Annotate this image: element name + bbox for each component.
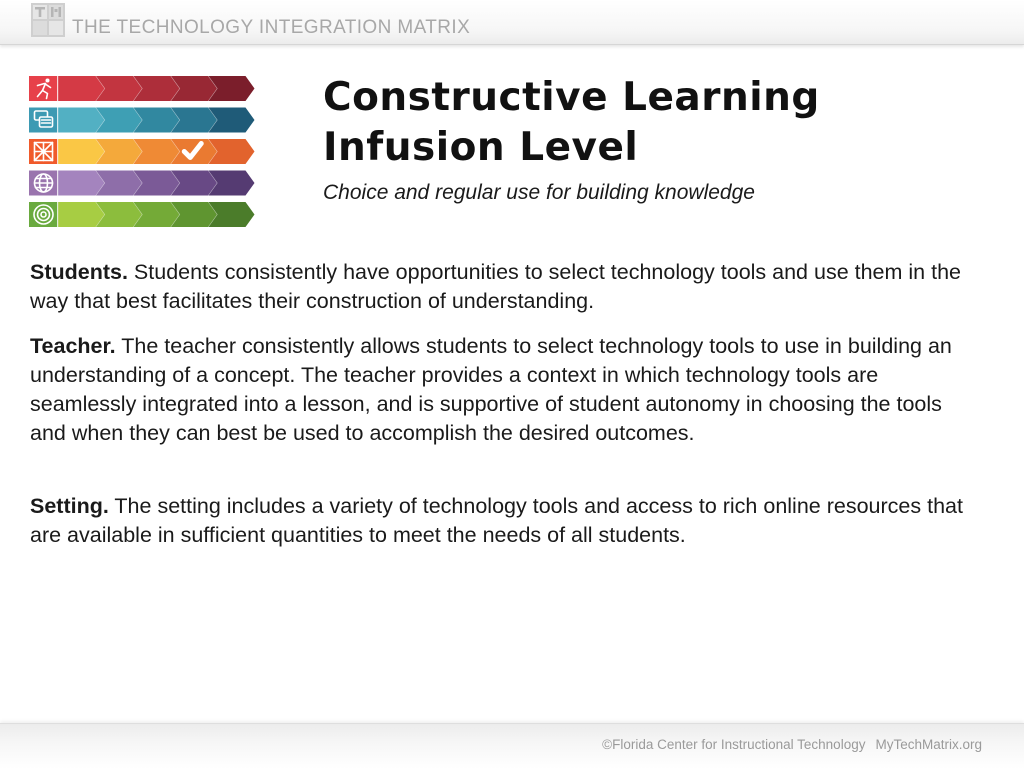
footer-bar	[0, 723, 1024, 769]
matrix-cell	[58, 108, 105, 133]
header-title: THE TECHNOLOGY INTEGRATION MATRIX	[72, 17, 471, 38]
students-text: Students consistently have opportunities to select technology tools and use them in the way that best facilitates their construction of understanding.	[30, 260, 961, 313]
matrix-cell	[58, 76, 105, 101]
setting-paragraph	[30, 492, 995, 550]
matrix-row	[29, 108, 255, 133]
setting-text: The setting includes a variety of technology tools and access to rich online resources that are available in sufficient quantities to meet the needs of all students.	[30, 494, 963, 547]
matrix-row	[29, 139, 255, 164]
students-label: Students.	[30, 260, 128, 284]
header-bar	[0, 0, 1024, 45]
matrix-row	[29, 202, 255, 227]
scaffold-icon	[35, 143, 53, 161]
site-link[interactable]: MyTechMatrix.org	[875, 737, 982, 752]
setting-label: Setting.	[30, 494, 109, 518]
page-title: Constructive Learning Infusion Level	[323, 75, 820, 170]
matrix-cell	[58, 139, 105, 164]
matrix-row	[29, 171, 255, 196]
matrix-cell	[58, 202, 105, 227]
footer-credits	[602, 737, 982, 752]
matrix-cell	[58, 171, 105, 196]
students-paragraph	[30, 258, 1005, 316]
teacher-text: The teacher consistently allows students to select technology tools to use in building an understanding of a concept. The teacher provides a context in which technology tools are seamlessly integrated into a lesson, and is supportive of student autonomy in choosing the tools and when they can best be used to accomplish the desired outcomes.	[30, 334, 952, 445]
teacher-label: Teacher.	[30, 334, 116, 358]
matrix-row	[29, 76, 255, 101]
page-subtitle: Choice and regular use for building knowledge	[323, 181, 755, 204]
tim-matrix-graphic	[29, 76, 259, 231]
teacher-paragraph	[30, 332, 960, 448]
tim-logo-icon	[31, 3, 65, 37]
copyright-text: ©Florida Center for Instructional Technology	[602, 737, 866, 752]
